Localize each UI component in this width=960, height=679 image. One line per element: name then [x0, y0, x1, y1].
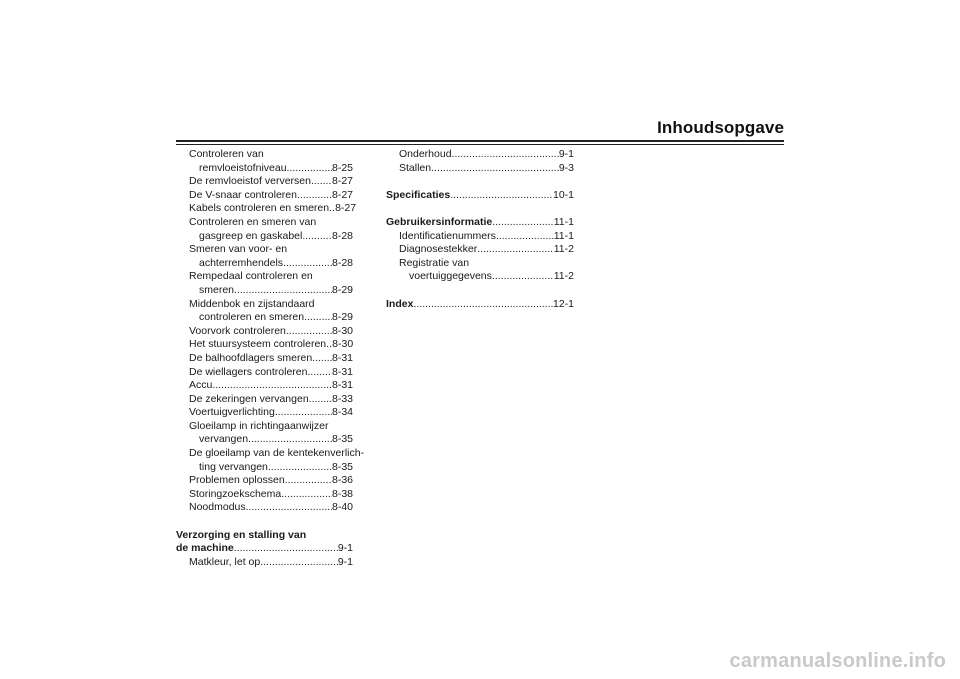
- toc-leader-dots: [307, 366, 332, 380]
- toc-section-page: 10-1: [552, 188, 574, 201]
- toc-entry[interactable]: [176, 338, 353, 352]
- toc-leader-dots: [283, 257, 332, 271]
- toc-entry-page: 11-2: [553, 243, 574, 256]
- toc-entry-page: 8-35: [331, 433, 353, 446]
- toc-entry[interactable]: [176, 433, 353, 447]
- toc-entry-heading: Rempedaal controleren en: [189, 270, 313, 283]
- toc-entry-text: controleren en smeren: [199, 311, 305, 324]
- toc-entry-page: 8-40: [331, 501, 353, 514]
- toc-leader-dots: [304, 311, 332, 325]
- toc-entry[interactable]: [176, 474, 353, 488]
- toc-entry-heading: Registratie van: [399, 256, 470, 269]
- toc-entry-page: 8-28: [331, 229, 353, 242]
- toc-entry-text: Storingzoekschema: [189, 487, 282, 500]
- toc-entry-page: 8-35: [331, 460, 353, 473]
- toc-leader-dots: [452, 148, 559, 162]
- toc-entry[interactable]: [176, 202, 357, 216]
- toc-entry-text: De balhoofdlagers smeren: [189, 351, 313, 364]
- toc-leader-dots: [413, 298, 553, 312]
- toc-entry-heading: Gloeilamp in richtingaanwijzer: [189, 419, 329, 432]
- toc-entry[interactable]: [176, 501, 353, 515]
- toc-entry-text: achterremhendels: [199, 256, 284, 269]
- toc-entry-text: Matkleur, let op: [189, 555, 261, 568]
- toc-entry[interactable]: [386, 243, 574, 257]
- toc-entry[interactable]: [176, 230, 353, 244]
- toc-right-column: [386, 148, 574, 311]
- toc-entry[interactable]: [176, 257, 353, 271]
- toc-entry[interactable]: [176, 379, 353, 393]
- toc-entry[interactable]: [176, 352, 353, 366]
- toc-section-entry[interactable]: [386, 298, 574, 312]
- toc-leader-dots: [309, 393, 332, 407]
- toc-entry[interactable]: [176, 366, 353, 380]
- toc-entry-text: smeren: [199, 283, 235, 296]
- toc-section-text: de machine: [176, 542, 234, 555]
- toc-entry-text: Noodmodus: [189, 501, 246, 514]
- toc-entry[interactable]: [176, 393, 353, 407]
- toc-entry-page: 8-38: [331, 487, 353, 500]
- toc-entry[interactable]: [176, 311, 353, 325]
- toc-leader-dots: [302, 230, 332, 244]
- toc-entry-page: 8-34: [331, 406, 353, 419]
- toc-entry-page: 8-36: [331, 474, 353, 487]
- toc-leader-dots: [281, 488, 332, 502]
- toc-entry-page: 8-28: [331, 256, 353, 269]
- toc-entry-text: remvloeistofniveau: [199, 161, 287, 174]
- toc-entry-page: 8-29: [331, 283, 353, 296]
- toc-entry-page: 8-33: [331, 392, 353, 405]
- toc-leader-dots: [496, 230, 554, 244]
- toc-section-entry[interactable]: [176, 542, 353, 556]
- toc-entry-page: 8-27: [335, 202, 357, 215]
- toc-leader-dots: [312, 352, 332, 366]
- toc-leader-dots: [492, 216, 554, 230]
- toc-entry-heading: Middenbok en zijstandaard: [189, 297, 315, 310]
- toc-entry[interactable]: [176, 461, 353, 475]
- toc-entry[interactable]: [386, 270, 574, 284]
- toc-entry-text: De wiellagers controleren: [189, 365, 308, 378]
- toc-entry-page: 8-31: [331, 379, 353, 392]
- toc-entry-text: Accu: [189, 379, 213, 392]
- toc-entry-text: Diagnosestekker: [399, 243, 478, 256]
- toc-entry-text: Voorvork controleren: [189, 324, 286, 337]
- toc-leader-dots: [275, 406, 332, 420]
- toc-entry[interactable]: [176, 406, 353, 420]
- toc-leader-dots: [477, 243, 554, 257]
- toc-entry[interactable]: [176, 284, 353, 298]
- toc-section-page: 9-1: [337, 542, 353, 555]
- toc-entry-text: De V-snaar controleren: [189, 188, 297, 201]
- toc-section-heading: Verzorging en stalling van: [176, 528, 307, 541]
- toc-entry-heading: Controleren van: [189, 148, 264, 160]
- toc-entry-text: ting vervangen: [199, 460, 268, 473]
- toc-entry[interactable]: [176, 162, 353, 176]
- toc-entry-text: De zekeringen vervangen: [189, 392, 309, 405]
- toc-entry-heading: De gloeilamp van de kentekenverlich-: [189, 447, 365, 460]
- toc-leader-dots: [286, 325, 332, 339]
- toc-section-entry[interactable]: [386, 189, 574, 203]
- toc-entry-page: 8-27: [331, 175, 353, 188]
- watermark-text: carmanualsonline.info: [729, 650, 946, 672]
- toc-entry-page: 11-2: [553, 270, 574, 283]
- toc-entry[interactable]: [386, 162, 574, 176]
- toc-entry-text: Problemen oplossen: [189, 474, 285, 487]
- toc-leader-dots: [248, 433, 332, 447]
- toc-entry-page: 8-27: [331, 188, 353, 201]
- toc-entry-text: De remvloeistof verversen: [189, 175, 311, 188]
- toc-leader-dots: [431, 162, 559, 176]
- header-rule-thin: [176, 144, 784, 145]
- toc-leader-dots: [212, 379, 332, 393]
- toc-entry-page: 9-1: [337, 555, 353, 568]
- toc-entry[interactable]: [176, 488, 353, 502]
- toc-entry-text: gasgreep en gaskabel: [199, 229, 303, 242]
- toc-entry-text: Onderhoud: [399, 148, 452, 160]
- toc-leader-dots: [234, 284, 332, 298]
- toc-entry-text: Kabels controleren en smeren: [189, 202, 330, 215]
- toc-entry-page: 9-3: [558, 161, 574, 174]
- toc-section-text: Index: [386, 297, 414, 310]
- toc-entry-page: 8-25: [331, 161, 353, 174]
- toc-entry-page: 8-31: [331, 365, 353, 378]
- toc-entry[interactable]: [176, 325, 353, 339]
- toc-entry[interactable]: [386, 148, 574, 162]
- toc-leader-dots: [450, 189, 553, 203]
- toc-leader-dots: [311, 175, 332, 189]
- toc-section-page: 12-1: [552, 297, 574, 310]
- page-title: Inhoudsopgave: [657, 118, 784, 137]
- toc-section-entry[interactable]: [386, 216, 574, 230]
- toc-left-column: [176, 148, 365, 569]
- toc-section-text: Specificaties: [386, 188, 451, 201]
- toc-entry-text: Voertuigverlichting: [189, 406, 275, 419]
- toc-entry[interactable]: [386, 230, 574, 244]
- toc-entry-heading: Smeren van voor- en: [189, 243, 288, 256]
- toc-leader-dots: [268, 461, 332, 475]
- toc-entry-page: 8-30: [332, 338, 354, 351]
- toc-entry-text: Het stuursysteem controleren: [189, 338, 327, 351]
- toc-section-page: 11-1: [553, 215, 574, 228]
- toc-leader-dots: [297, 189, 332, 203]
- toc-entry-text: vervangen: [199, 433, 249, 446]
- toc-entry-heading: Controleren en smeren van: [189, 215, 317, 228]
- toc-section-text: Gebruikersinformatie: [386, 215, 493, 228]
- toc-leader-dots: [234, 542, 338, 556]
- toc-entry-page: 8-29: [331, 311, 353, 324]
- toc-entry-page: 8-30: [331, 324, 353, 337]
- toc-entry-page: 11-1: [553, 229, 574, 242]
- toc-entry[interactable]: [176, 556, 353, 570]
- toc-entry-text: Stallen: [399, 161, 432, 174]
- header-rule: [176, 140, 784, 142]
- toc-entry-page: 9-1: [558, 148, 574, 160]
- toc-entry[interactable]: [176, 189, 353, 203]
- toc-leader-dots: [285, 474, 332, 488]
- toc-entry-text: voertuiggegevens: [409, 270, 492, 283]
- toc-leader-dots: [287, 162, 332, 176]
- toc-entry[interactable]: [176, 175, 353, 189]
- toc-entry-text: Identificatienummers: [399, 229, 496, 242]
- toc-entry-page: 8-31: [331, 351, 353, 364]
- toc-leader-dots: [260, 556, 338, 570]
- toc-leader-dots: [492, 270, 554, 284]
- toc-leader-dots: [246, 501, 332, 515]
